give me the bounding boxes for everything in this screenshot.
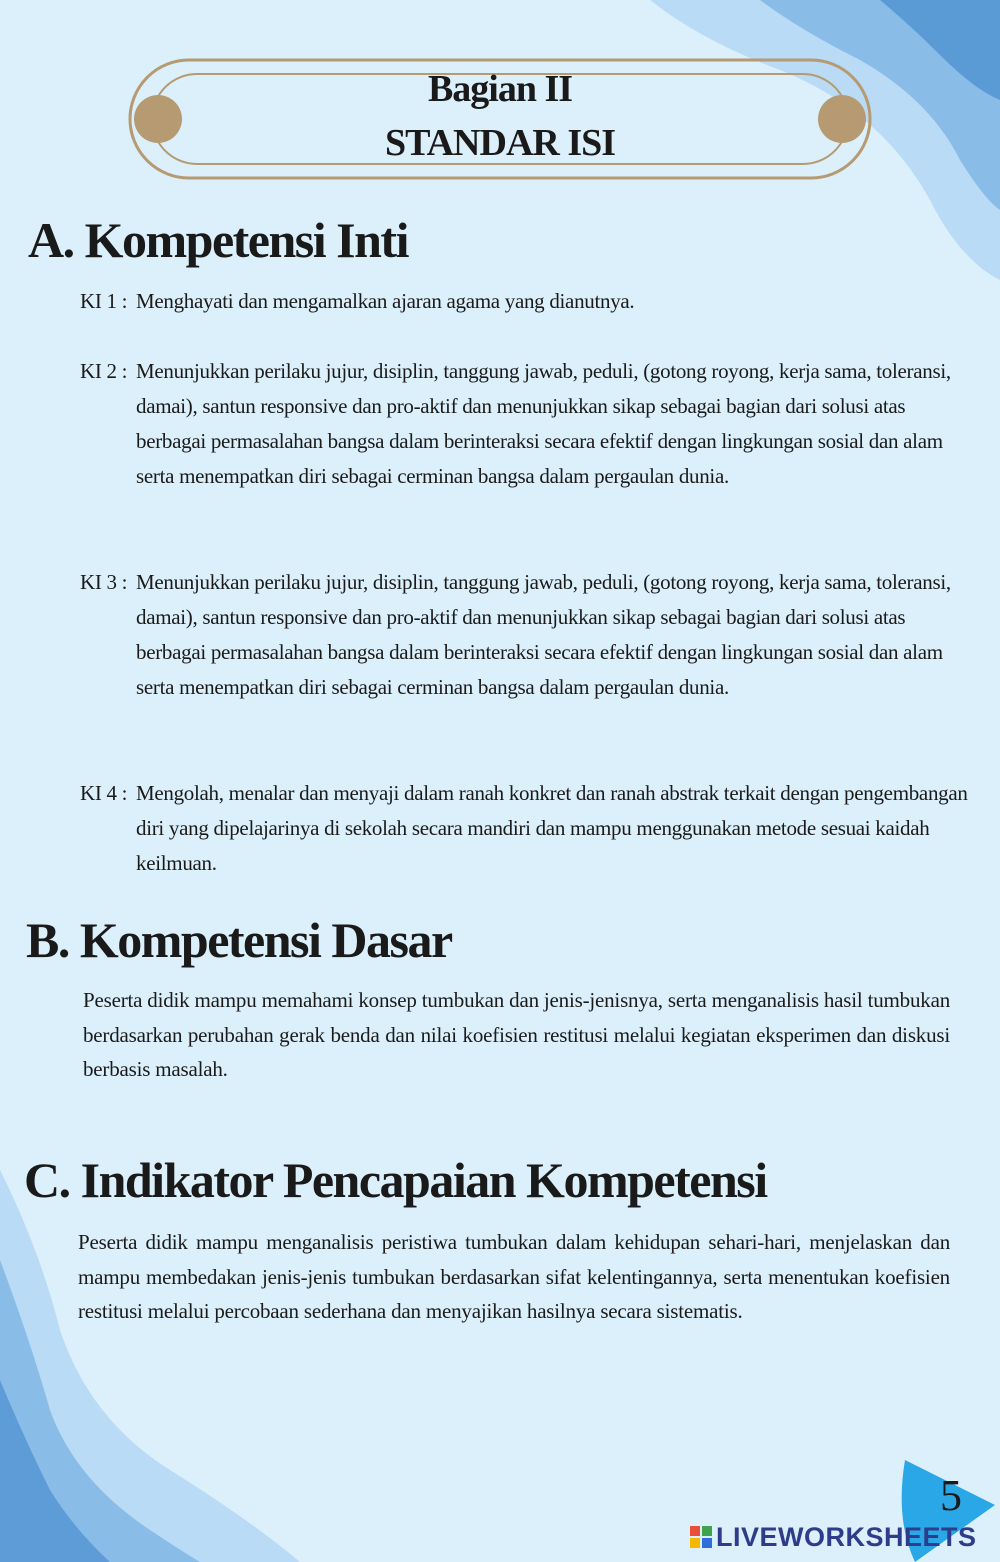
- title-banner: [118, 56, 882, 182]
- section-c-text: Peserta didik mampu menganalisis peristiwa tumbukan dalam kehidupan sehari-hari, menjelaskan dan mampu membedakan jenis-jenis tumbukan berdasarkan sifat kelentingannya, serta menentukan koefisien restitusi melalui percobaan sederhana dan menyajikan hasilnya secara sistematis.: [78, 1230, 950, 1323]
- section-b-text: Peserta didik mampu memahami konsep tumbukan dan jenis-jenisnya, serta menganalisis hasil tumbukan berdasarkan perubahan gerak benda dan nilai koefisien restitusi melalui kegiatan eksperimen dan diskusi berbasis masalah.: [83, 988, 950, 1081]
- ki-text: Menghayati dan mengamalkan ajaran agama yang dianutnya.: [136, 289, 635, 313]
- ki-label: KI 3 :: [80, 570, 128, 594]
- banner-line-1: Bagian II: [427, 68, 573, 110]
- ki-label: KI 2 :: [80, 359, 128, 383]
- ki-label: KI 1 :: [80, 289, 128, 313]
- ki-item: [80, 565, 980, 705]
- section-b-heading: B. Kompetensi Dasar: [26, 912, 452, 968]
- liveworksheets-logo-icon: [690, 1526, 712, 1548]
- ki-text: Menunjukkan perilaku jujur, disiplin, tanggung jawab, peduli, (gotong royong, kerja sama, toleransi, damai), santun responsive dan pro-aktif dan menunjukkan sikap sebagai bagian dari solusi atas berbagai permasalahan bangsa dalam berinteraksi secara efektif dengan lingkungan sosial dan alam serta menempatkan diri sebagai cerminan bangsa dalam pergaulan dunia.: [136, 359, 951, 488]
- page-number: 5: [940, 1471, 962, 1520]
- ki-item: [80, 776, 980, 881]
- ki-text: Mengolah, menalar dan menyaji dalam ranah konkret dan ranah abstrak terkait dengan pengembangan diri yang dipelajarinya di sekolah secara mandiri dan mampu menggunakan metode sesuai kaidah keilmuan.: [136, 781, 968, 875]
- banner-line-2: STANDAR ISI: [384, 122, 616, 164]
- ki-item: [80, 354, 980, 494]
- brand-name: LIVEWORKSHEETS: [716, 1521, 977, 1552]
- ki-item: [80, 284, 980, 319]
- section-c-heading: C. Indikator Pencapaian Kompetensi: [24, 1152, 767, 1208]
- ki-text: Menunjukkan perilaku jujur, disiplin, tanggung jawab, peduli, (gotong royong, kerja sama, toleransi, damai), santun responsive dan pro-aktif dan menunjukkan sikap sebagai bagian dari solusi atas berbagai permasalahan bangsa dalam berinteraksi secara efektif dengan lingkungan sosial dan alam serta menempatkan diri sebagai cerminan bangsa dalam pergaulan dunia.: [136, 570, 951, 699]
- ki-label: KI 4 :: [80, 781, 128, 805]
- liveworksheets-brand[interactable]: [690, 1520, 977, 1554]
- section-a-heading: A. Kompetensi Inti: [28, 212, 408, 268]
